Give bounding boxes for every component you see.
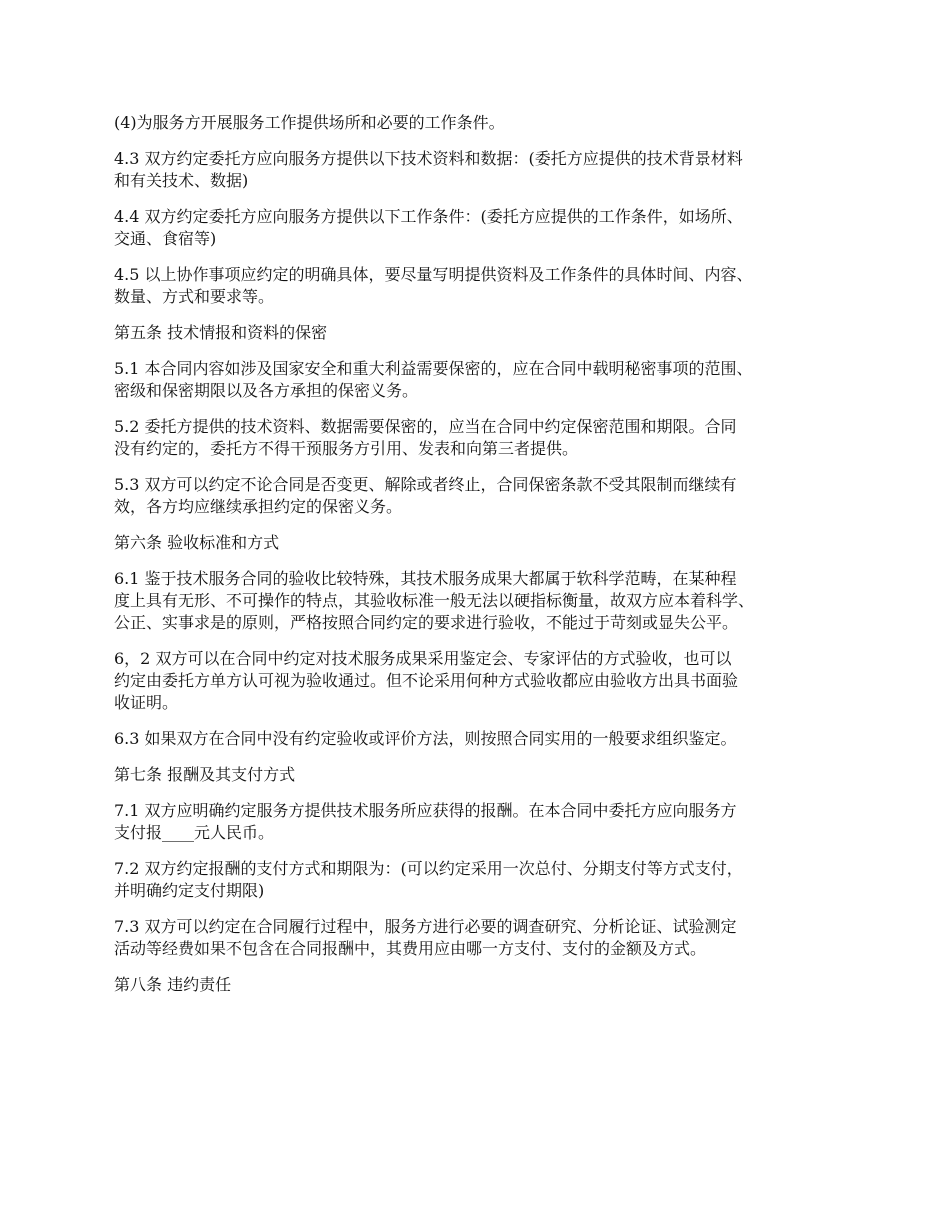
text-line: 约定由委托方单方认可视为验收通过。但不论采用何种方式验收都应由验收方出具书面验 bbox=[114, 671, 739, 690]
text-line: 7.3 双方可以约定在合同履行过程中，服务方进行必要的调查研究、分析论证、试验测定 bbox=[114, 917, 737, 936]
text-line: 5.2 委托方提供的技术资料、数据需要保密的，应当在合同中约定保密范围和期限。合同 bbox=[114, 417, 737, 436]
text-line: 5.3 双方可以约定不论合同是否变更、解除或者终止，合同保密条款不受其限制而继续有 bbox=[114, 475, 737, 494]
text-line: 度上具有无形、不可操作的特点，其验收标准一般无法以硬指标衡量，故双方应本着科学、 bbox=[114, 591, 755, 610]
document-body bbox=[114, 112, 844, 1010]
text-line: 4.3 双方约定委托方应向服务方提供以下技术资料和数据：(委托方应提供的技术背景材料 bbox=[114, 149, 743, 168]
paragraph-6-3 bbox=[114, 728, 844, 750]
paragraph-4-5 bbox=[114, 264, 844, 308]
text-line: 效，各方均应继续承担约定的保密义务。 bbox=[114, 497, 403, 516]
paragraph-6-2 bbox=[114, 648, 844, 714]
text-line: 并明确约定支付期限) bbox=[114, 881, 265, 900]
text-line: 6.1 鉴于技术服务合同的验收比较特殊，其技术服务成果大都属于软科学范畴，在某种程 bbox=[114, 569, 737, 588]
section-heading-6 bbox=[114, 532, 844, 554]
paragraph-4-4-item bbox=[114, 112, 844, 134]
heading-text: 第六条 验收标准和方式 bbox=[114, 533, 280, 552]
text-line: 6，2 双方可以在合同中约定对技术服务成果采用鉴定会、专家评估的方式验收，也可以 bbox=[114, 649, 732, 668]
text-line: 交通、食宿等) bbox=[114, 229, 217, 248]
paragraph-4-3 bbox=[114, 148, 844, 192]
text-line: 7.1 双方应明确约定服务方提供技术服务所应获得的报酬。在本合同中委托方应向服务方 bbox=[114, 801, 737, 820]
text-line: 支付报____元人民币。 bbox=[114, 823, 275, 842]
paragraph-7-3 bbox=[114, 916, 844, 960]
text-line: 和有关技术、数据) bbox=[114, 171, 249, 190]
text-line: 收证明。 bbox=[114, 693, 179, 712]
section-heading-8 bbox=[114, 974, 844, 996]
section-heading-5 bbox=[114, 322, 844, 344]
paragraph-5-2 bbox=[114, 416, 844, 460]
text-line: 密级和保密期限以及各方承担的保密义务。 bbox=[114, 381, 419, 400]
text-line: 4.5 以上协作事项应约定的明确具体，要尽量写明提供资料及工作条件的具体时间、内容、 bbox=[114, 265, 753, 284]
paragraph-6-1 bbox=[114, 568, 844, 634]
text-line: 6.3 如果双方在合同中没有约定验收或评价方法，则按照合同实用的一般要求组织鉴定。 bbox=[114, 729, 737, 748]
paragraph-5-3 bbox=[114, 474, 844, 518]
paragraph-5-1 bbox=[114, 358, 844, 402]
text-line: 4.4 双方约定委托方应向服务方提供以下工作条件：(委托方应提供的工作条件，如场所、 bbox=[114, 207, 743, 226]
text-line: 活动等经费如果不包含在合同报酬中，其费用应由哪一方支付、支付的金额及方式。 bbox=[114, 939, 707, 958]
text-line: 数量、方式和要求等。 bbox=[114, 287, 275, 306]
paragraph-4-4 bbox=[114, 206, 844, 250]
paragraph-7-1 bbox=[114, 800, 844, 844]
text-line: 7.2 双方约定报酬的支付方式和期限为：(可以约定采用一次总付、分期支付等方式支付， bbox=[114, 859, 743, 878]
heading-text: 第七条 报酬及其支付方式 bbox=[114, 765, 296, 784]
text-line: 没有约定的，委托方不得干预服务方引用、发表和向第三者提供。 bbox=[114, 439, 579, 458]
heading-text: 第八条 违约责任 bbox=[114, 975, 232, 994]
section-heading-7 bbox=[114, 764, 844, 786]
heading-text: 第五条 技术情报和资料的保密 bbox=[114, 323, 328, 342]
text-line: 5.1 本合同内容如涉及国家安全和重大利益需要保密的，应在合同中载明秘密事项的范围、 bbox=[114, 359, 753, 378]
paragraph-7-2 bbox=[114, 858, 844, 902]
text-line: 公正、实事求是的原则，严格按照合同约定的要求进行验收，不能过于苛刻或显失公平。 bbox=[114, 613, 739, 632]
text-line: (4)为服务方开展服务工作提供场所和必要的工作条件。 bbox=[114, 113, 505, 132]
